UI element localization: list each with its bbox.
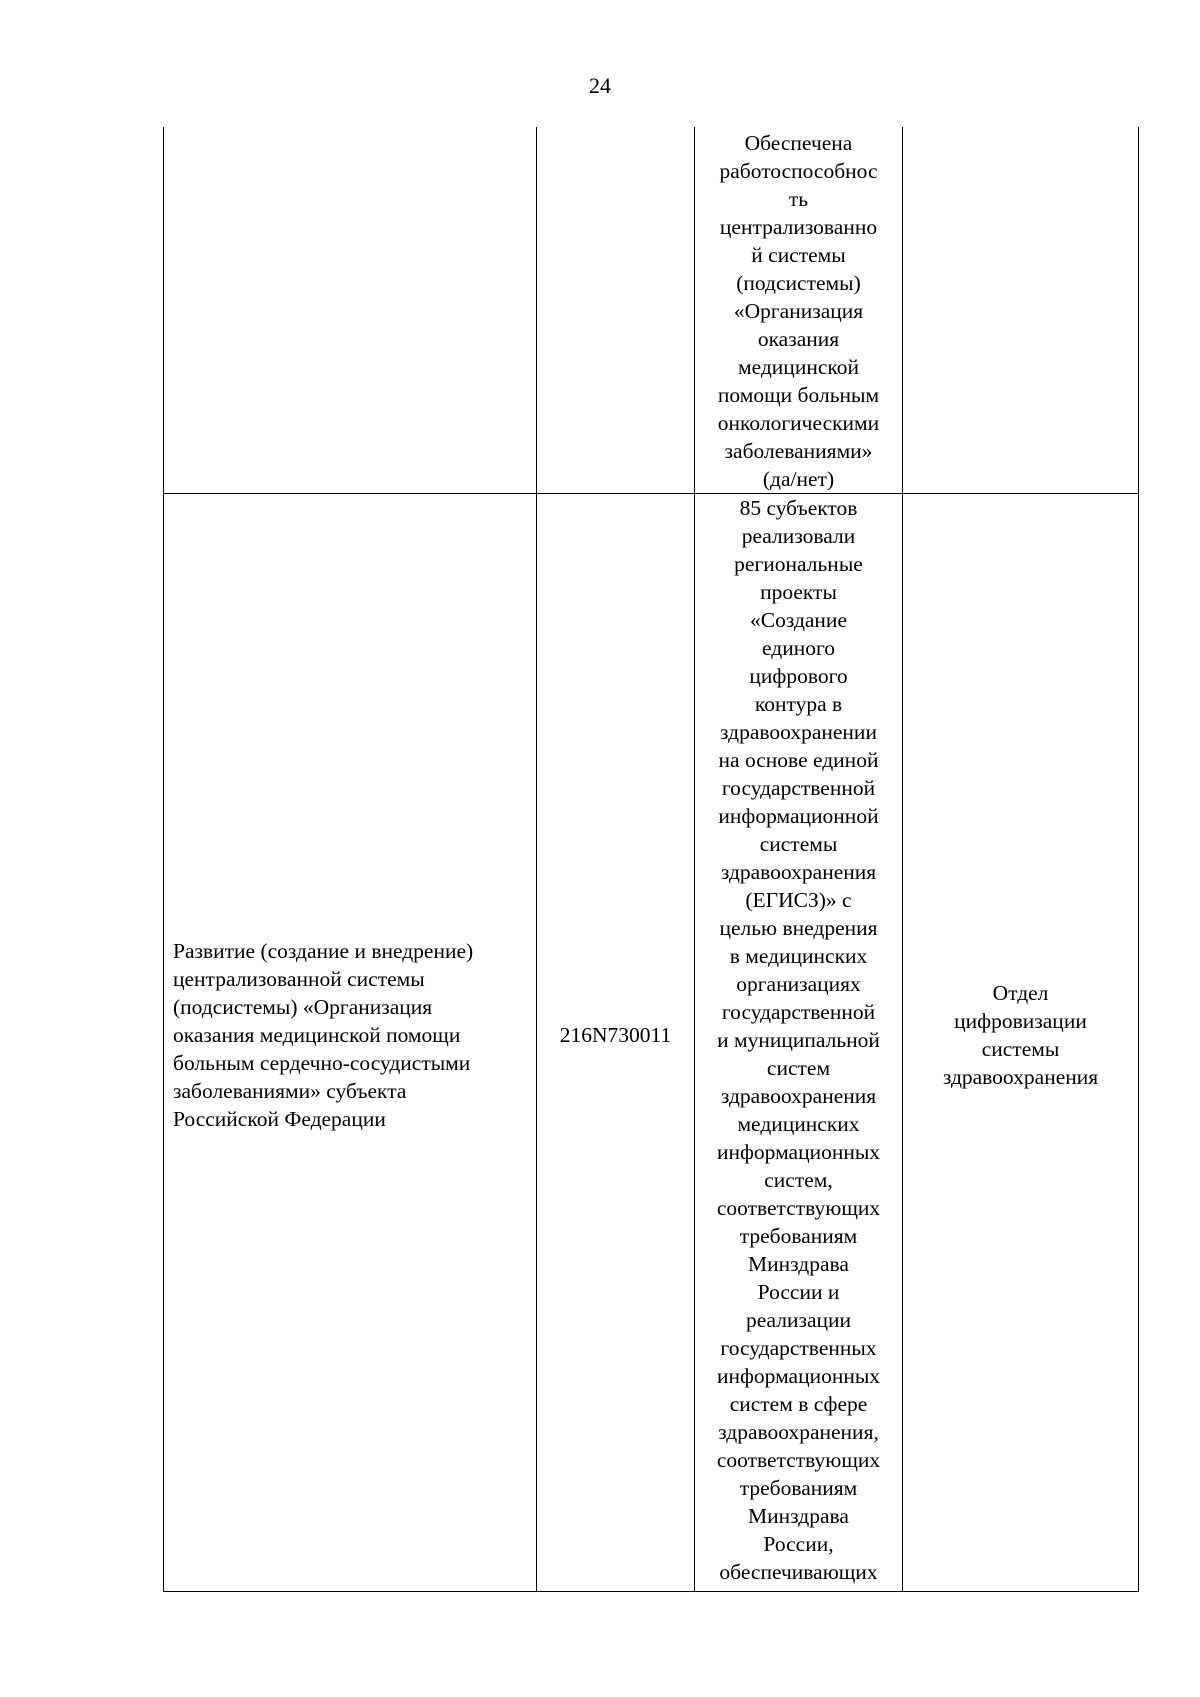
cell-line: «Создание xyxy=(750,608,847,632)
cell-line: оказания медицинской помощи xyxy=(173,1023,461,1047)
cell-line: России и xyxy=(757,1280,840,1304)
cell-line: требованиям xyxy=(739,1224,858,1248)
table-border-bottom xyxy=(163,1591,1139,1592)
cell-line: заболеваниями» субъекта xyxy=(173,1079,407,1103)
cell-line: 216N730011 xyxy=(559,1023,672,1047)
cell-line: систем в сфере xyxy=(729,1392,868,1416)
cell-line: систем xyxy=(766,1056,831,1080)
row1-result-cell xyxy=(695,129,902,493)
cell-line: в медицинских xyxy=(729,944,868,968)
cell-line: системы xyxy=(981,1037,1060,1061)
cell-line: государственной xyxy=(721,1000,876,1024)
cell-line: 85 субъектов xyxy=(739,496,858,520)
cell-line: медицинской xyxy=(738,355,859,379)
cell-line: соответствующих xyxy=(716,1196,881,1220)
cell-line: здравоохранения xyxy=(942,1065,1099,1089)
cell-line: й системы xyxy=(751,243,846,267)
cell-line: информационных xyxy=(716,1140,881,1164)
cell-line: и муниципальной xyxy=(717,1028,880,1052)
cell-line: обеспечивающих xyxy=(719,1560,878,1584)
cell-line: (ЕГИСЗ)» с xyxy=(745,888,852,912)
cell-line: цифрового xyxy=(749,664,848,688)
cell-line: требованиям xyxy=(739,1476,858,1500)
table-divider-col3 xyxy=(902,127,903,1592)
cell-line: онкологическими xyxy=(717,411,880,435)
cell-line: Минздрава xyxy=(748,1252,849,1276)
cell-line: государственных xyxy=(720,1336,877,1360)
cell-line: региональные xyxy=(734,552,863,576)
cell-line: реализации xyxy=(745,1308,852,1332)
table-border-right xyxy=(1138,127,1139,1592)
page-number: 24 xyxy=(589,73,611,98)
table-row-divider xyxy=(163,493,1139,494)
cell-line: Минздрава xyxy=(748,1504,849,1528)
cell-line: на основе единой xyxy=(718,748,879,772)
document-table xyxy=(163,127,1139,1592)
cell-line: России, xyxy=(763,1532,834,1556)
cell-line: государственной xyxy=(721,776,876,800)
cell-line: оказания xyxy=(757,327,840,351)
cell-line: Развитие (создание и внедрение) xyxy=(173,939,474,963)
cell-line: проекты xyxy=(760,580,837,604)
cell-line: единого xyxy=(762,636,835,660)
cell-line: (да/нет) xyxy=(762,467,835,491)
cell-line: медицинских xyxy=(737,1112,860,1136)
cell-line: Российской Федерации xyxy=(173,1107,386,1131)
row2-code-cell xyxy=(537,1021,694,1049)
cell-line: больным сердечно-сосудистыми xyxy=(173,1051,471,1075)
cell-line: (подсистемы) «Организация xyxy=(173,995,433,1019)
cell-line: организациях xyxy=(736,972,861,996)
cell-line: здравоохранения xyxy=(720,1084,877,1108)
row2-activity-cell xyxy=(173,937,533,1133)
table-divider-col1 xyxy=(536,127,537,1592)
cell-line: Обеспечена xyxy=(744,131,853,155)
row2-responsible-cell xyxy=(903,979,1138,1091)
cell-line: здравоохранении xyxy=(720,720,877,744)
cell-line: работоспособнос xyxy=(719,159,878,183)
cell-line: системы xyxy=(759,832,838,856)
cell-line: систем, xyxy=(764,1168,833,1192)
cell-line: информационных xyxy=(716,1364,881,1388)
cell-line: здравоохранения xyxy=(720,860,877,884)
row2-result-cell xyxy=(695,494,902,1586)
cell-line: цифровизации xyxy=(954,1009,1087,1033)
cell-line: помощи больным xyxy=(717,383,880,407)
cell-line: соответствующих xyxy=(716,1448,881,1472)
cell-line: централизованно xyxy=(719,215,878,239)
cell-line: «Организация xyxy=(733,299,864,323)
cell-line: информационной xyxy=(718,804,879,828)
cell-line: целью внедрения xyxy=(719,916,878,940)
cell-line: централизованной системы xyxy=(173,967,425,991)
table-border-left xyxy=(163,127,164,1592)
cell-line: (подсистемы) xyxy=(736,271,861,295)
cell-line: здравоохранения, xyxy=(718,1420,879,1444)
cell-line: ть xyxy=(788,187,809,211)
cell-line: реализовали xyxy=(741,524,856,548)
cell-line: заболеваниями» xyxy=(724,439,873,463)
cell-line: контура в xyxy=(754,692,843,716)
cell-line: Отдел xyxy=(992,981,1049,1005)
